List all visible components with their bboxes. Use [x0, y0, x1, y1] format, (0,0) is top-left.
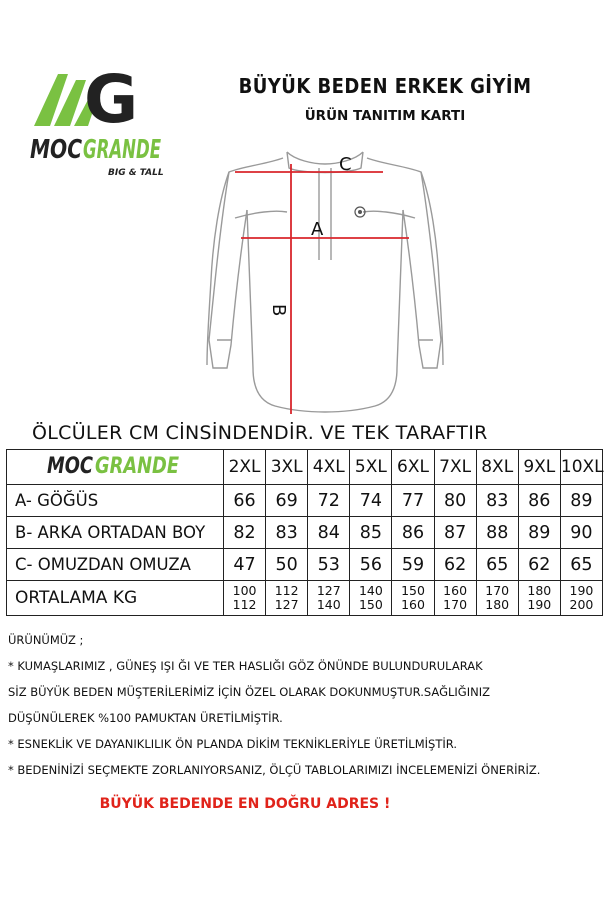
logo-brand-right: GRANDE — [83, 135, 162, 165]
page-title: BÜYÜK BEDEN ERKEK GİYİM — [238, 74, 532, 98]
table-cell: 83 — [266, 517, 308, 549]
shirt-outline-icon — [207, 152, 443, 412]
row-label: C- OMUZDAN OMUZA — [7, 549, 224, 581]
size-header-row — [7, 450, 603, 485]
table-cell: 127 140 — [308, 581, 350, 616]
note-line: * ESNEKLİK VE DAYANIKLILIK ÖN PLANDA DİKİM TEKNİKLERİYLE ÜRETİLMİŞTİR. — [8, 737, 457, 751]
table-cell: 86 — [518, 485, 560, 517]
logo-monogram: G — [84, 61, 139, 138]
table-cell: 56 — [350, 549, 392, 581]
note-line: * BEDENİNİZİ SEÇMEKTE ZORLANIYORSANIZ, ÖLÇÜ TABLOLARIMIZI İNCELEMENİZİ ÖNERİRİZ. — [8, 763, 541, 777]
table-row-chest — [7, 485, 603, 517]
table-cell: 85 — [350, 517, 392, 549]
label-c: C — [339, 154, 352, 175]
table-cell: 83 — [476, 485, 518, 517]
table-cell: 84 — [308, 517, 350, 549]
logo-tagline: BIG & TALL — [108, 168, 164, 178]
table-cell: 82 — [224, 517, 266, 549]
table-cell: 66 — [224, 485, 266, 517]
table-cell: 160 170 — [434, 581, 476, 616]
table-cell: 88 — [476, 517, 518, 549]
size-header: 3XL — [266, 450, 308, 485]
row-label: A- GÖĞÜS — [7, 485, 224, 517]
table-cell: 140 150 — [350, 581, 392, 616]
brand-logo — [28, 61, 164, 184]
table-cell: 62 — [518, 549, 560, 581]
table-cell: 90 — [560, 517, 602, 549]
table-cell: 72 — [308, 485, 350, 517]
size-header: 6XL — [392, 450, 434, 485]
table-logo-cell — [7, 450, 224, 485]
table-row-weight — [7, 581, 603, 616]
size-header: 5XL — [350, 450, 392, 485]
table-cell: 62 — [434, 549, 476, 581]
product-notes — [8, 630, 608, 786]
table-row-length — [7, 517, 603, 549]
table-cell: 89 — [560, 485, 602, 517]
row-label: ORTALAMA KG — [7, 581, 224, 616]
table-cell: 89 — [518, 517, 560, 549]
table-cell: 53 — [308, 549, 350, 581]
table-cell: 112 127 — [266, 581, 308, 616]
shirt-diagram — [195, 140, 455, 430]
table-cell: 77 — [392, 485, 434, 517]
label-b: B — [268, 304, 289, 317]
table-cell: 59 — [392, 549, 434, 581]
note-line: * KUMAŞLARIMIZ , GÜNEŞ IŞI ĞI VE TER HASLIĞI GÖZ ÖNÜNDE BULUNDURULARAK — [8, 659, 483, 673]
table-row-shoulder — [7, 549, 603, 581]
logo-brand-left: MOC — [30, 135, 82, 165]
table-cell: 100 112 — [224, 581, 266, 616]
size-header: 9XL — [518, 450, 560, 485]
note-line: ÜRÜNÜMÜZ ; — [8, 633, 84, 647]
size-header: 7XL — [434, 450, 476, 485]
table-cell: 86 — [392, 517, 434, 549]
table-cell: 69 — [266, 485, 308, 517]
note-line: DÜŞÜNÜLEREK %100 PAMUKTAN ÜRETİLMİŞTİR. — [8, 711, 283, 725]
table-cell: 87 — [434, 517, 476, 549]
svg-text:GRANDE: GRANDE — [95, 453, 179, 479]
table-brand-logo — [45, 452, 185, 478]
table-cell: 65 — [560, 549, 602, 581]
table-cell: 150 160 — [392, 581, 434, 616]
svg-text:MOC: MOC — [47, 453, 93, 479]
size-header: 4XL — [308, 450, 350, 485]
table-cell: 74 — [350, 485, 392, 517]
size-header: 10XL — [560, 450, 602, 485]
label-a: A — [311, 219, 324, 240]
table-cell: 65 — [476, 549, 518, 581]
page-subtitle: ÜRÜN TANITIM KARTI — [304, 108, 466, 124]
table-cell: 47 — [224, 549, 266, 581]
table-cell: 170 180 — [476, 581, 518, 616]
row-label: B- ARKA ORTADAN BOY — [7, 517, 224, 549]
table-cell: 180 190 — [518, 581, 560, 616]
units-note: ÖLCÜLER CM CİNSİNDENDİR. VE TEK TARAFTIR — [32, 422, 488, 444]
size-header: 2XL — [224, 450, 266, 485]
table-cell: 80 — [434, 485, 476, 517]
table-cell: 190 200 — [560, 581, 602, 616]
note-line: SİZ BÜYÜK BEDEN MÜŞTERİLERİMİZ İÇİN ÖZEL OLARAK DOKUNMUŞTUR.SAĞLIĞINIZ — [8, 685, 490, 699]
table-cell: 50 — [266, 549, 308, 581]
size-chart-table — [6, 449, 603, 616]
size-header: 8XL — [476, 450, 518, 485]
slogan: BÜYÜK BEDENDE EN DOĞRU ADRES ! — [99, 796, 391, 812]
